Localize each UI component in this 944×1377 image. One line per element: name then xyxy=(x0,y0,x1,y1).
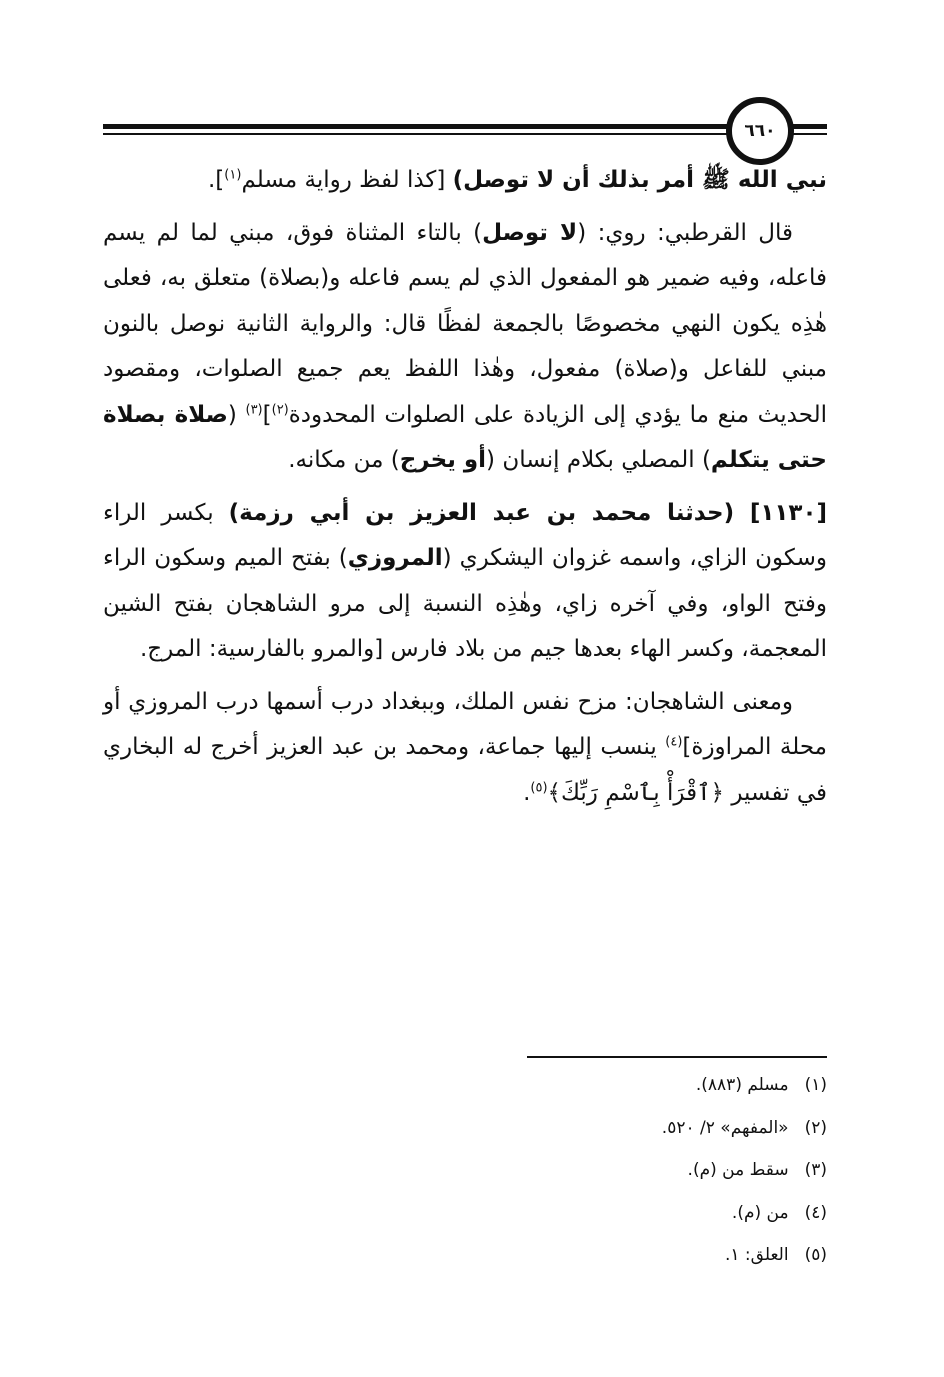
page-number-badge xyxy=(726,97,794,165)
footnote-number: (٥) xyxy=(804,1245,827,1265)
page-header xyxy=(103,97,827,159)
footnote-separator xyxy=(527,1056,827,1058)
footnote-text: مسلم (٨٨٣). xyxy=(695,1075,789,1095)
page-number: ٦٦٠ xyxy=(744,121,776,141)
commentary-text: ) بفتح الميم وسكون الراء وفتح الواو، وفي آخره زاي، وهٰذِه النسبة إلى مرو الشاهجان بفتح الشين المعجمة، وكسر الهاء بعدها جيم من بلاد فارس [والمرو بالفارسية: المرج. xyxy=(103,545,827,662)
footnote-text: من (م). xyxy=(731,1202,789,1223)
commentary-text: ) المصلي بكلام إنسان ( xyxy=(486,447,711,473)
commentary-text: [كذا لفظ رواية مسلم xyxy=(241,167,453,193)
commentary-text: ]. xyxy=(208,167,225,193)
hadith-text: نبي الله ﷺ أمر بذلك أن لا توصل) xyxy=(452,167,827,193)
header-rule-right-thick xyxy=(791,124,827,129)
hadith-text: أو يخرج xyxy=(399,447,487,473)
header-rule-right-thin xyxy=(791,133,827,135)
hadith-text: صلاة بصلاة حتى يتكلم xyxy=(103,401,827,473)
commentary-text: ) من مكانه. xyxy=(288,447,400,473)
footnote-text: «المفهم» ٢/ ٥٢٠. xyxy=(661,1117,789,1138)
paragraph xyxy=(103,491,827,673)
footnote-reference: (٥) xyxy=(530,779,548,795)
footnote-item xyxy=(300,1064,827,1107)
paragraph xyxy=(103,158,827,204)
footnote-item xyxy=(300,1192,827,1235)
hadith-text: المروزي xyxy=(347,545,443,571)
header-rule-thick xyxy=(103,124,729,129)
main-text xyxy=(103,158,827,823)
footnote-reference: (٢) xyxy=(271,401,289,417)
commentary-text: ( xyxy=(227,401,246,428)
commentary-text: ) بالتاء المثناة فوق، مبني لما لم يسم فاعله، وفيه ضمير هو المفعول الذي لم يسم فاعله و(بصلاة) متعلق به، فعلى هٰذِه يكون النهي مخصوصًا بالجمعة لفظًا قال: والرواية الثانية نوصل بالنون مبني للفاعل و(صلاة) مفعول، وهٰذا اللفظ يعم جميع الصلوات، ومقصود الحديث منع ما يؤدي إلى الزيادة على الصلوات المحدودة xyxy=(103,219,827,428)
footnote-reference: (٣) xyxy=(245,401,263,417)
paragraph xyxy=(103,680,827,817)
footnote-text: العلق: ١. xyxy=(724,1245,789,1265)
commentary-text: ] xyxy=(262,401,272,428)
footnote-number: (٣) xyxy=(804,1160,827,1180)
footnote-item xyxy=(300,1107,827,1150)
footnote-reference: (٤) xyxy=(665,734,683,750)
commentary-text: ينسب إليها جماعة، ومحمد بن عبد العزيز أخرج له البخاري في تفسير ﴿ٱقْرَأْ بِٱسْمِ رَبِّكَ﴾ xyxy=(103,734,827,806)
footnote-text: سقط من (م). xyxy=(687,1160,789,1180)
footnotes-list xyxy=(300,1064,827,1277)
commentary-text: بكسر الراء وسكون الزاي، واسمه غزوان اليشكري ( xyxy=(103,499,827,571)
paragraph xyxy=(103,211,827,484)
footnote-number: (١) xyxy=(804,1075,827,1095)
commentary-text: قال القرطبي: روي: ( xyxy=(577,219,793,246)
footnote-number: (٤) xyxy=(804,1202,827,1223)
footnote-number: (٢) xyxy=(804,1117,827,1138)
header-rule-thin xyxy=(103,133,729,135)
hadith-text: [١١٣٠] (حدثنا محمد بن عبد العزيز بن أبي رزمة) xyxy=(228,499,827,526)
footnote-reference: (١) xyxy=(224,167,242,183)
commentary-text: ومعنى الشاهجان: مزح نفس الملك، وببغداد درب أسمها درب المروزي أو محلة المراوزة] xyxy=(103,688,827,760)
hadith-text: لا توصل xyxy=(482,219,578,246)
commentary-text: . xyxy=(523,779,531,806)
footnote-item xyxy=(300,1149,827,1192)
footnote-item xyxy=(300,1234,827,1277)
